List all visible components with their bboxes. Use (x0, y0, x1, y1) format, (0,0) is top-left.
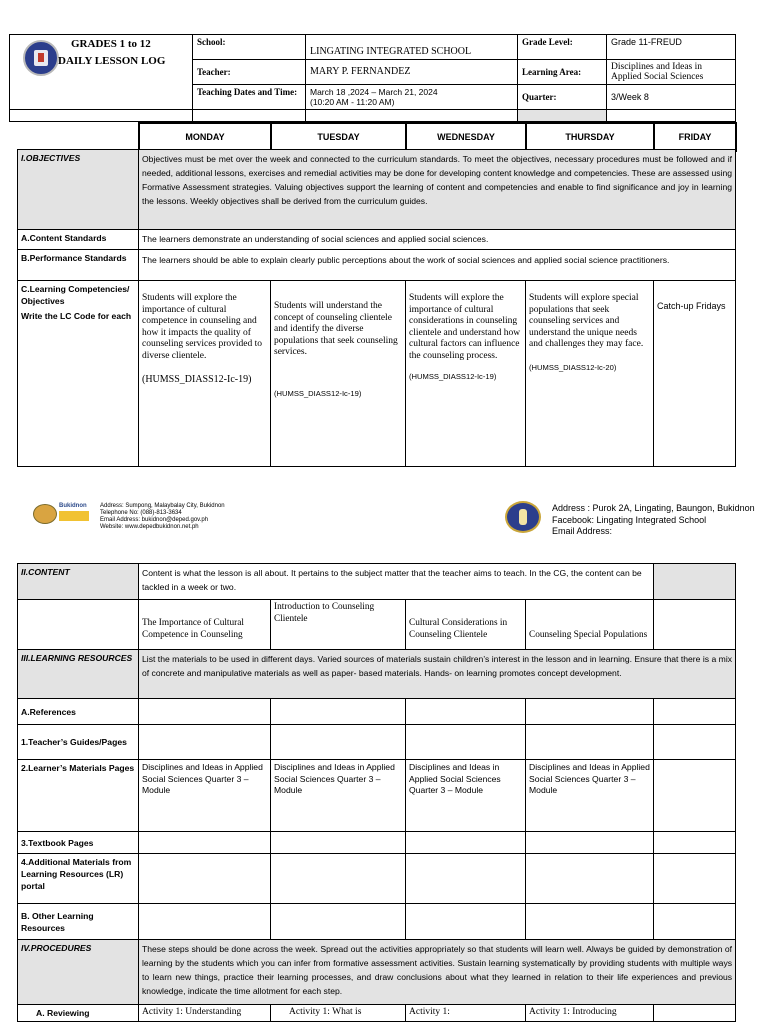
objectives-label: I.OBJECTIVES (18, 150, 139, 230)
reviewing-monday: Activity 1: Understanding (139, 1005, 271, 1022)
day-friday: FRIDAY (654, 123, 736, 151)
school-value: LINGATING INTEGRATED SCHOOL (306, 35, 518, 60)
competency-wednesday: Students will explore the importance of cultural considerations in counseling clientele and understand how cultural factors can influence the counseling process. (409, 293, 521, 361)
school-address: Address : Purok 2A, Lingating, Baungon, Bukidnon (552, 503, 755, 513)
reviewing-wednesday: Activity 1: (406, 1005, 526, 1022)
quarter-value: 3/Week 8 (607, 85, 736, 110)
competency-tuesday: Students will understand the concept of counseling clientele and identify the diverse populations that seek counseling services. (274, 301, 398, 357)
learners-material-wednesday: Disciplines and Ideas in Applied Social Sciences Quarter 3 – Module (406, 760, 526, 832)
day-thursday: THURSDAY (526, 123, 654, 151)
grade-label: Grade Level: (518, 35, 607, 60)
form-subtitle: DAILY LESSON LOG (58, 55, 166, 67)
dates-label: Teaching Dates and Time: (193, 85, 306, 110)
additional-materials-label: 4.Additional Materials from Learning Resources (LR) portal (18, 854, 139, 904)
code-tuesday: (HUMSS_DIASS12-Ic-19) (274, 388, 362, 398)
resources-label: III.LEARNING RESOURCES (18, 650, 139, 699)
competencies-label: C.Learning Competencies/ Objectives (21, 284, 130, 306)
form-title: GRADES 1 to 12 (71, 38, 151, 50)
content-text: Content is what the lesson is all about. It pertains to the subject matter that the teacher aims to teach. In the CG, the content can be tackled in a week or two. (139, 564, 654, 600)
learners-material-tuesday: Disciplines and Ideas in Applied Social Sciences Quarter 3 – Module (271, 760, 406, 832)
office-email: Email Address: bukidnon@deped.gov.ph (100, 517, 209, 523)
day-wednesday: WEDNESDAY (406, 123, 526, 151)
office-address: Address: Sumpong, Malaybalay City, Bukidnon (100, 503, 225, 509)
office-website: Website: www.depedbukidnon.net.ph (100, 524, 199, 530)
performance-standards-text: The learners should be able to explain clearly public perceptions about the work of social sciences and applied social science practitioners. (139, 250, 736, 281)
header-table (9, 34, 736, 122)
learners-material-thursday: Disciplines and Ideas in Applied Social Sciences Quarter 3 – Module (526, 760, 654, 832)
learners-material-monday: Disciplines and Ideas in Applied Social Sciences Quarter 3 – Module (139, 760, 271, 832)
area-label: Learning Area: (518, 60, 607, 85)
performance-standards-label: B.Performance Standards (18, 250, 139, 281)
quarter-label: Quarter: (518, 85, 607, 110)
day-tuesday: TUESDAY (271, 123, 406, 151)
office-telephone: Telephone No: (088)-813-3634 (100, 510, 182, 516)
objectives-table (17, 149, 736, 467)
day-monday: MONDAY (139, 123, 271, 151)
bukidnon-seal-icon (33, 504, 57, 524)
dates-value: March 18 ,2024 – March 21, 2024 (310, 87, 438, 97)
other-resources-label: B. Other Learning Resources (18, 904, 139, 940)
bukidnon-logo-text: Bukidnon (59, 503, 87, 509)
reviewing-label: A. Reviewing (18, 1005, 139, 1022)
learners-materials-label: 2.Learner’s Materials Pages (18, 760, 139, 832)
reviewing-tuesday: Activity 1: What is (271, 1005, 406, 1022)
textbook-label: 3.Textbook Pages (18, 832, 139, 854)
resources-text: List the materials to be used in different days. Varied sources of materials sustain children’s interest in the lesson and in learning. Ensure that there is a mix of concrete and manipulative materials as well as paper- based materials. Hands- on learning promotes concept development. (139, 650, 736, 699)
teacher-value: MARY P. FERNANDEZ (306, 60, 518, 85)
content-label: II.CONTENT (18, 564, 139, 600)
content-standards-label: A.Content Standards (18, 230, 139, 250)
competency-monday: Students will explore the importance of cultural competence in counseling and how it impacts the quality of counseling services provided to diverse clientele. (142, 293, 263, 361)
code-thursday: (HUMSS_DIASS12-Ic-20) (529, 362, 617, 372)
days-header (138, 122, 737, 152)
content-wednesday: Cultural Considerations in Counseling Clientele (406, 600, 526, 650)
content-standards-text: The learners demonstrate an understanding of social sciences and applied social sciences. (139, 230, 736, 250)
content-monday: The Importance of Cultural Competence in Counseling (139, 600, 271, 650)
grade-value: Grade 11-FREUD (607, 35, 736, 60)
references-label: A.References (18, 699, 139, 725)
school-seal-icon (505, 501, 541, 533)
area-value: Disciplines and Ideas in Applied Social Sciences (607, 60, 736, 85)
code-wednesday: (HUMSS_DIASS12-Ic-19) (409, 372, 497, 381)
teacher-label: Teacher: (193, 60, 306, 85)
content-tuesday: Introduction to Counseling Clientele (271, 600, 406, 650)
reviewing-thursday: Activity 1: Introducing (526, 1005, 654, 1022)
competency-friday: Catch-up Fridays (654, 281, 736, 467)
teachers-guide-label: 1.Teacher’s Guides/Pages (18, 725, 139, 760)
competency-thursday: Students will explore special populations that seek counseling services and understand the unique needs and challenges they may face. (529, 293, 644, 349)
school-email: Email Address: (552, 526, 613, 536)
content-thursday: Counseling Special Populations (526, 600, 654, 650)
time-value: (10:20 AM - 11:20 AM) (310, 97, 395, 107)
procedures-label: IV.PROCEDURES (18, 940, 139, 1005)
code-monday: (HUMSS_DIASS12-Ic-19) (142, 374, 252, 385)
objectives-text: Objectives must be met over the week and connected to the curriculum standards. To meet the objectives, necessary procedures must be followed and if needed, additional lessons, exercises and remedial activities may be done for developing content knowledge and competencies. These are assessed using Formative Assessment strategies. Valuing objectives support the learning of content and competencies and enable to find significance and joy in learning the lessons. Weekly objectives shall be derived from the curriculum guides. (139, 150, 736, 230)
bukidnon-logo (33, 500, 95, 530)
content-resources-table (17, 563, 736, 1022)
procedures-text: These steps should be done across the week. Spread out the activities appropriately so that students will learn well. Always be guided by demonstration of learning by the students which you can infer from formative assessment activities. Sustain learning systematically by providing students with multiple ways to learn new things, practice their learning processes, and draw conclusions about what they learned in relation to their life experiences and previous knowledge, indicate the time allotment for each step. (139, 940, 736, 1005)
school-label: School: (193, 35, 306, 60)
school-facebook: Facebook: Lingating Integrated School (552, 514, 707, 525)
lc-code-label: Write the LC Code for each (21, 311, 132, 321)
